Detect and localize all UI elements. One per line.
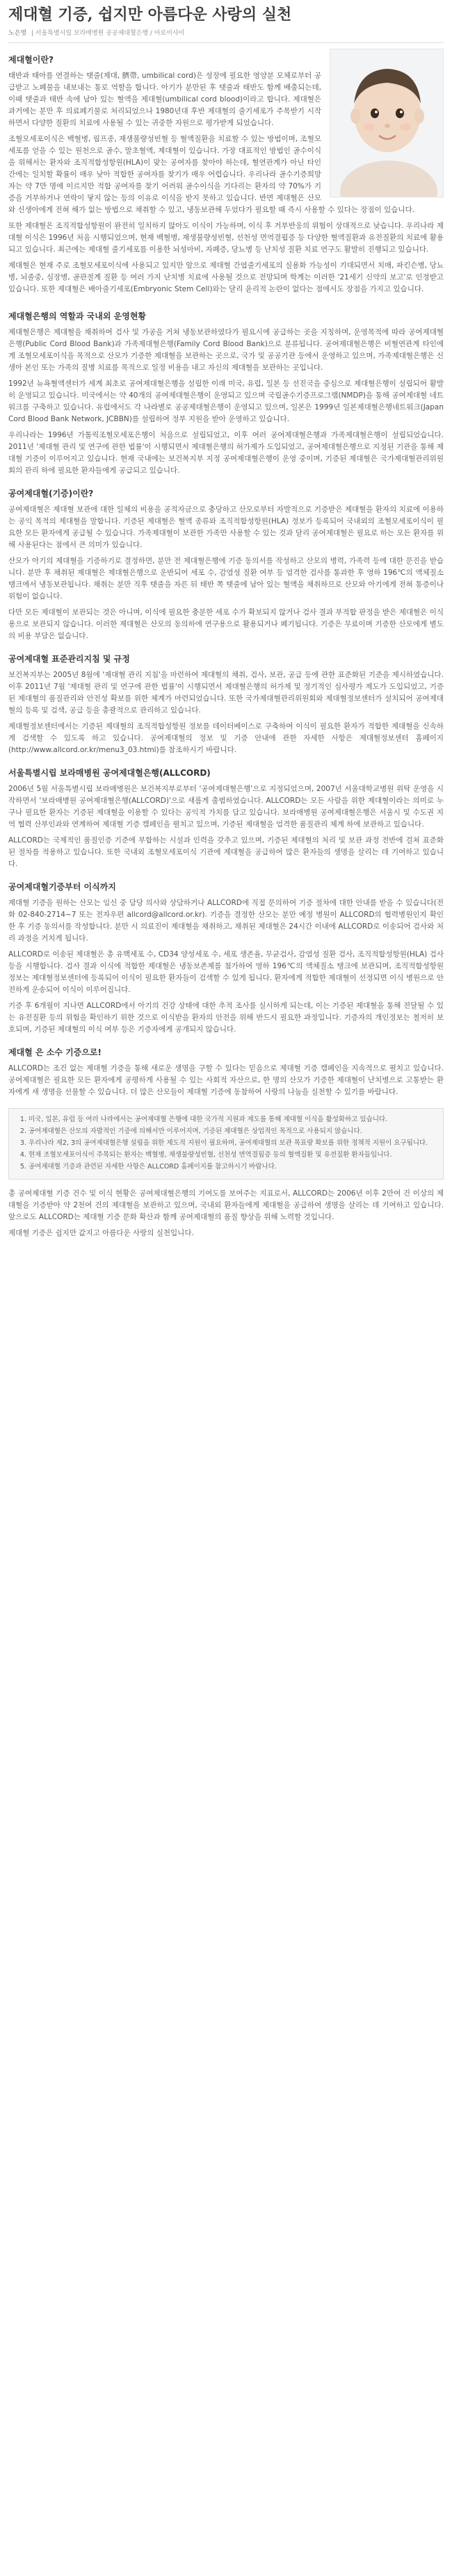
article-body xyxy=(0,43,452,1239)
section-heading: 제대혈이란? xyxy=(8,55,54,65)
section-heading: 서울특별시립 보라매병원 공여제대혈은행(ALLCORD) xyxy=(8,768,211,778)
article-meta xyxy=(8,28,444,37)
section-paragraph: 제대혈은 현재 주로 조혈모세포이식에 사용되고 있지만 앞으로 제대혈 간엽줄기세포의 실용화 가능성이 기대되면서 치매, 파킨슨병, 당뇨병, 뇌졸중, 심장병, 골관절계 질환 등 여러 가지 난치병 치료에 사용될 것으로 전망되며 학계는 이러한 '21세기 신약의 보고'로 인정받고 있습니다. 또한 제대혈은 배아줄기세포(Embryonic Stem Cell)와는 달리 윤리적 논란이 없다는 점에서도 장점을 가지고 있습니다. xyxy=(8,261,444,293)
section-paragraph: ALLCORD는 국제적인 품질인증 기준에 부합하는 시설과 인력을 갖추고 있으며, 기증된 제대혈의 처리 및 보관 과정 전반에 걸쳐 표준화된 절차를 적용하고 있습니다. 또한 국내외 조혈모세포이식 기관에 제대혈을 공급하여 많은 환자들의 생명을 살리는 데 기여하고 있습니다. xyxy=(8,836,444,868)
article-title: 제대혈 기증, 쉽지만 아름다운 사랑의 실천 xyxy=(8,6,292,24)
section-paragraph: 조혈모세포이식은 백혈병, 림프종, 재생불량성빈혈 등 혈액질환을 치료할 수 있는 방법이며, 조혈모세포를 얻을 수 있는 원천으로 골수, 말초혈액, 제대혈이 있습니다. 가장 대표적인 방법인 골수이식을 위해서는 환자와 조직적합성항원(HLA)이 맞는 공여자를 찾아야 하는데, 혈연관계가 아닌 타인 간에는 일치할 확률이 매우 낮아 적합한 공여자를 찾기가 매우 어렵습니다. 우리나라 골수기증희망자는 약 7만 명에 이르지만 적합 공여자를 찾기 어려워 골수이식을 기다리는 환자의 약 70%가 기증을 거부하거나 연락이 닿지 않는 등의 이유로 이식을 받지 못하고 있습니다. 반면 제대혈은 산모와 신생아에게 전혀 해가 없는 방법으로 채취할 수 있고, 냉동보관해 두었다가 필요할 때 즉시 사용할 수 있다는 장점이 있습니다. xyxy=(8,135,415,214)
section-paragraph: 기증 후 6개월이 지나면 ALLCORD에서 아기의 건강 상태에 대한 추적 조사를 실시하게 되는데, 이는 기증된 제대혈을 통해 전달될 수 있는 유전질환 등의 위험을 확인하기 위한 것으로 이식받을 환자의 안전을 위해 반드시 필요한 과정입니다. 기증자의 개인정보는 철저히 보호되며, 기증된 제대혈의 이식 여부 등은 기증자에게 공개되지 않습니다. xyxy=(8,1002,444,1034)
section-paragraph: 제대혈정보센터에서는 기증된 제대혈의 조직적합성항원 정보를 데이터베이스로 구축하여 이식이 필요한 환자가 적합한 제대혈을 신속하게 검색할 수 있도록 하고 있습니다. 공여제대혈의 정보 및 기증 안내에 관한 자세한 사항은 제대혈정보센터 홈페이지(http://www.allcord.or.kr/menu3_03.html)를 참조하시기 바랍니다. xyxy=(8,722,444,754)
section-paragraph: 제대혈은행은 제대혈을 채취하여 검사 및 가공을 거쳐 냉동보관하였다가 필요시에 공급하는 곳을 지칭하며, 운영목적에 따라 공여제대혈은행(Public Cord Blood Bank)과 가족제대혈은행(Family Cord Blood Bank)으로 분류됩니다. 공여제대혈은행은 비혈연관계 타인에게 조혈모세포이식을 목적으로 산모가 기증한 제대혈을 보관하는 곳으로, 국가 및 공공기관 등에서 운영하고 있으며, 가족제대혈은행은 신생아 본인 또는 가족의 질병 치료를 목적으로 일정 비용을 내고 자신의 제대혈을 보관하는 곳입니다. xyxy=(8,328,444,372)
footnote-box xyxy=(8,1108,444,1180)
section-heading: 공여제대혈(기증)이란? xyxy=(8,489,94,498)
section-paragraph: 제대혈 기증을 원하는 산모는 임신 중 담당 의사와 상담하거나 ALLCORD에 직접 문의하여 기증 절차에 대한 안내를 받을 수 있습니다(전화 02-840-2714~7 또는 전자우편 allcord@allcord.or.kr). 기증을 결정한 산모는 분만 예정 병원이 ALLCORD의 협력병원인지 확인한 후 기증 동의서를 작성합니다. 분만 시 의료진이 제대혈을 채취하고, 채취된 제대혈은 24시간 이내에 ALLCORD로 이송되어 검사와 처리 과정을 거치게 됩니다. xyxy=(8,899,444,943)
section-paragraph: ALLCORD는 조건 없는 제대혈 기증을 통해 새로운 생명을 구할 수 있다는 믿음으로 제대혈 기증 캠페인을 지속적으로 펼치고 있습니다. 공여제대혈은 필요한 모든 환자에게 공평하게 사용될 수 있는 사회적 자산으로, 한 명의 산모가 기증한 제대혈이 난치병으로 고통받는 환자에게 새 생명을 선물할 수 있습니다. 더 많은 산모들이 제대혈 기증에 동참하여 사랑의 나눔을 실천할 수 있기를 바랍니다. xyxy=(8,1064,444,1096)
section-paragraph: ALLCORD로 이송된 제대혈은 총 유핵세포 수, CD34 양성세포 수, 세포 생존율, 무균검사, 감염성 질환 검사, 조직적합성항원(HLA) 검사 등을 시행합니다. 검사 결과 이식에 적합한 제대혈은 냉동보존제를 첨가하여 영하 196℃의 액체질소 탱크에 보관되며, 조직적합성항원 정보는 제대혈정보센터에 등록되어 이식이 필요한 환자들이 검색할 수 있게 됩니다. 환자에게 적합한 제대혈이 선정되면 이식 병원으로 안전하게 운송되어 이식이 이루어집니다. xyxy=(8,950,444,994)
author-affiliation: | 서울특별시립 보라매병원 공공제대혈은행 / 아로이사이 xyxy=(31,30,185,37)
footnote-item: 1. 미국, 일본, 유럽 등 여러 나라에서는 공여제대혈 은행에 대한 국가적 지원과 제도를 통해 제대혈 이식을 활성화하고 있습니다. xyxy=(29,1114,436,1125)
footnote-item: 3. 우리나라 제2, 3의 공여제대혈은행 설립을 위한 제도적 지원이 필요하며, 공여제대혈의 보관 목표량 확보를 위한 정책적 지원이 요구됩니다. xyxy=(29,1138,436,1148)
baby-photo xyxy=(330,49,444,197)
section-paragraph: 다만 모든 제대혈이 보관되는 것은 아니며, 이식에 필요한 충분한 세포 수가 확보되지 않거나 검사 결과 부적합 판정을 받은 제대혈은 이식용으로 보관되지 않습니다. 이러한 제대혈은 산모의 동의하에 연구용으로 활용되거나 폐기됩니다. 기증은 무료이며 기증한 산모에게 별도의 비용 부담은 없습니다. xyxy=(8,608,444,640)
baby-illustration xyxy=(330,49,443,197)
section-paragraph: 공여제대혈은 제대혈 보관에 대한 일체의 비용을 공적자금으로 충당하고 산모로부터 자발적으로 기증받은 제대혈을 환자의 치료에 이용하는 공익 목적의 제대혈을 말합니다. 기증된 제대혈은 혈액 종류와 조직적합성항원(HLA) 정보가 등록되어 국내외의 조혈모세포이식이 필요한 모든 환자에게 공급될 수 있습니다. 가족제대혈이 보관한 가족만 사용할 수 있는 것과 달리 공여제대혈은 필요로 하는 모든 환자를 위해 사용된다는 점에서 큰 의미가 있습니다. xyxy=(8,505,444,549)
section-paragraph: 산모가 아기의 제대혈을 기증하기로 결정하면, 분만 전 제대혈은행에 기증 동의서를 작성하고 산모의 병력, 가족력 등에 대한 문진을 받습니다. 분만 후 채취된 제대혈은 제대혈은행으로 운반되어 세포 수, 감염성 질환 여부 등 엄격한 검사를 통과한 후 영하 196℃의 액체질소 탱크에서 냉동보관됩니다. 채취는 분만 직후 탯줄을 자른 뒤 태반 쪽 탯줄에 남아 있는 혈액을 채취하므로 산모와 아기에게 전혀 통증이나 위험이 없습니다. xyxy=(8,557,444,601)
section-paragraph: 우리나라는 1996년 가톨릭조혈모세포은행이 처음으로 설립되었고, 이후 여러 공여제대혈은행과 가족제대혈은행이 설립되었습니다. 2011년 '제대혈 관리 및 연구에 관한 법률'이 시행되면서 제대혈은행의 허가제가 도입되었고, 공여제대혈은행으로 지정된 기관을 통해 제대혈 기증이 이루어지고 있습니다. 현재 국내에는 보건복지부 지정 공여제대혈은행이 운영 중이며, 기증된 제대혈은 국가제대혈관리위원회의 관리 하에 필요한 환자들에게 공급되고 있습니다. xyxy=(8,431,444,475)
intro-block xyxy=(8,43,444,300)
footnote-item: 5. 공여제대혈 기증과 관련된 자세한 사항은 ALLCORD 홈페이지를 참고하시기 바랍니다. xyxy=(29,1161,436,1172)
footnote-list xyxy=(16,1114,436,1172)
section-paragraph: 또한 제대혈은 조직적합성항원이 완전히 일치하지 않아도 이식이 가능하며, 이식 후 거부반응의 위험이 상대적으로 낮습니다. 우리나라 제대혈 이식은 1996년 처음 시행되었으며, 현재 백혈병, 재생불량성빈혈, 선천성 면역결핍증 등 다양한 혈액질환과 유전질환의 치료에 활용되고 있습니다. 최근에는 제대혈 줄기세포를 이용한 뇌성마비, 자폐증, 당뇨병 등 난치성 질환 치료 연구도 활발히 진행되고 있습니다. xyxy=(8,222,444,254)
footnote-item: 4. 현재 조혈모세포이식이 주목되는 환자는 백혈병, 재생불량성빈혈, 선천성 면역결핍증 등의 혈액질환 및 유전질환 환자들입니다. xyxy=(29,1150,436,1160)
author-name[interactable]: 노은영 xyxy=(8,30,27,37)
section-paragraph: 2006년 5월 서울특별시립 보라매병원은 보건복지부로부터 '공여제대혈은행'으로 지정되었으며, 2007년 서울대학교병원 위탁 운영을 시작하면서 '보라매병원 공여제대혈은행(ALLCORD)'으로 새롭게 출범하였습니다. ALLCORD는 모든 사람을 위한 제대혈이라는 의미로 누구나 필요한 환자는 기증된 제대혈을 이용할 수 있다는 공익적 가치를 담고 있습니다. 보라매병원 공여제대혈은행은 서울시 및 수도권 지역 협력 산부인과와 연계하여 제대혈 기증 캠페인을 펼치고 있으며, 기증된 제대혈을 엄격한 품질관리 체계 하에 보관하고 있습니다. xyxy=(8,785,444,829)
footnote-item: 2. 공여제대혈은 산모의 자발적인 기증에 의해서만 이루어지며, 기증된 제대혈은 상업적인 목적으로 사용되지 않습니다. xyxy=(29,1126,436,1136)
section-paragraph: 보건복지부는 2005년 8월에 '제대혈 관리 지침'을 마련하여 제대혈의 채취, 검사, 보관, 공급 등에 관한 표준화된 기준을 제시하였습니다. 이후 2011년 7월 '제대혈 관리 및 연구에 관한 법률'이 시행되면서 제대혈은행의 허가제 및 정기적인 심사평가 제도가 도입되었고, 기증된 제대혈의 품질관리와 안전성 확보를 위한 체계가 마련되었습니다. 또한 국가제대혈관리위원회와 제대혈정보센터가 설치되어 공여제대혈의 등록 및 검색, 공급 등을 총괄적으로 관리하고 있습니다. xyxy=(8,671,444,715)
section-paragraph: 1992년 뉴욕혈액센터가 세계 최초로 공여제대혈은행을 설립한 이래 미국, 유럽, 일본 등 선진국을 중심으로 제대혈은행이 설립되어 활발히 운영되고 있습니다. 미국에서는 약 40개의 공여제대혈은행이 운영되고 있으며 국립골수기증프로그램(NMDP)을 통해 공여제대혈 네트워크를 구축하고 있습니다. 유럽에서도 각 나라별로 공공제대혈은행이 운영되고 있으며, 일본은 1999년 일본제대혈은행네트워크(Japan Cord Blood Bank Network, JCBBN)를 설립하여 정부 지원을 받아 운영하고 있습니다. xyxy=(8,380,444,423)
closing-paragraph: 제대혈 기증은 쉽지만 값지고 아름다운 사랑의 실천입니다. xyxy=(8,1229,194,1237)
section-heading: 공여제대혈 표준관리지침 및 규정 xyxy=(8,654,130,664)
section-heading: 공여제대혈기증부터 이식까지 xyxy=(8,882,116,892)
closing-paragraph: 총 공여제대혈 기증 건수 및 이식 현황은 공여제대혈은행의 기여도를 보여주는 지표로서, ALLCORD는 2006년 이후 2만여 건 이상의 제대혈을 기증받아 약 2천여 건의 제대혈을 보관하고 있으며, 국내외 환자들에게 제대혈을 공급하여 생명을 살리는 데 기여하고 있습니다. 앞으로도 ALLCORD는 제대혈 기증 문화 확산과 함께 공여제대혈의 품질 향상을 위해 노력할 것입니다. xyxy=(8,1189,444,1221)
section-heading: 제대혈은행의 역할과 국내외 운영현황 xyxy=(8,311,147,321)
section-heading: 제대혈 은 소수 기증으로! xyxy=(8,1047,102,1057)
section-paragraph: 태반과 태아를 연결하는 탯줄(제대, 臍帶, umbilical cord)은 성장에 필요한 영양분 모체로부터 공급받고 노폐물을 내보내는 통로 역할을 합니다. 아기가 분만된 후 탯줄과 태반도 함께 배출되는데, 이때 탯줄과 태반 속에 남아 있는 혈액을 제대혈(umbilical cord blood)이라고 합니다. 제대혈은 과거에는 분만 후 의료폐기물로 처리되었으나 1980년대 후반 제대혈의 줄기세포가 주목받기 시작하면서 다양한 질환의 치료에 사용될 수 있는 귀중한 자원으로 평가받게 되었습니다. xyxy=(8,72,321,127)
article-header xyxy=(0,0,452,43)
